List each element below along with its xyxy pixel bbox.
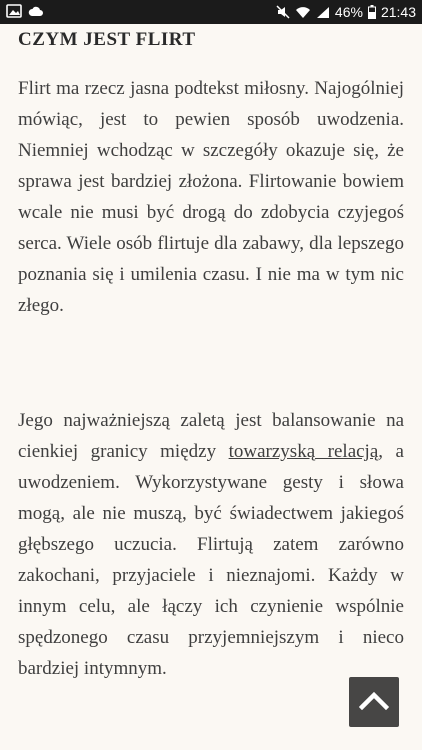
battery-icon (368, 5, 376, 19)
section-heading: CZYM JEST FLIRT (18, 29, 196, 50)
clock: 21:43 (380, 4, 416, 20)
status-bar (0, 0, 422, 24)
scroll-to-top-button[interactable] (349, 677, 399, 727)
battery-percent: 46% (334, 4, 363, 20)
cloud-icon (28, 5, 44, 17)
chevron-up-icon (359, 690, 389, 714)
paragraph-text: Jego najważniejszą zaletą jest balansowanie na cienkiej granicy między (18, 410, 404, 462)
paragraph-text: , a uwodzeniem. Wykorzystywane gesty i słowa mogą, ale nie muszą, być świadectwem jakiegoś głębszego uczucia. Flirtują zatem zarówno zakochani, przyjaciele i nieznajomi. Każdy w innym celu, ale łączy ich czynienie wspólnie spędzonego czasu przyjemniejszym i nieco bardziej intymnym. (18, 441, 404, 679)
mute-icon (276, 5, 290, 19)
inline-link[interactable]: towarzyską relacją (228, 441, 379, 462)
article-paragraph (18, 405, 404, 684)
article-paragraph: Flirt ma rzecz jasna podtekst miłosny. Najogólniej mówiąc, jest to pewien sposób uwodzenia. Niemniej wchodząc w szczegóły okazuje się, że sprawa jest bardziej złożona. Flirtowanie bowiem wcale nie musi być drogą do zdobycia czyjegoś serca. Wiele osób flirtuje dla zabawy, dla lepszego poznania się i umilenia czasu. I nie ma w tym nic złego. (18, 78, 404, 316)
image-icon (6, 4, 22, 18)
signal-icon (316, 6, 330, 19)
wifi-icon (295, 6, 311, 19)
